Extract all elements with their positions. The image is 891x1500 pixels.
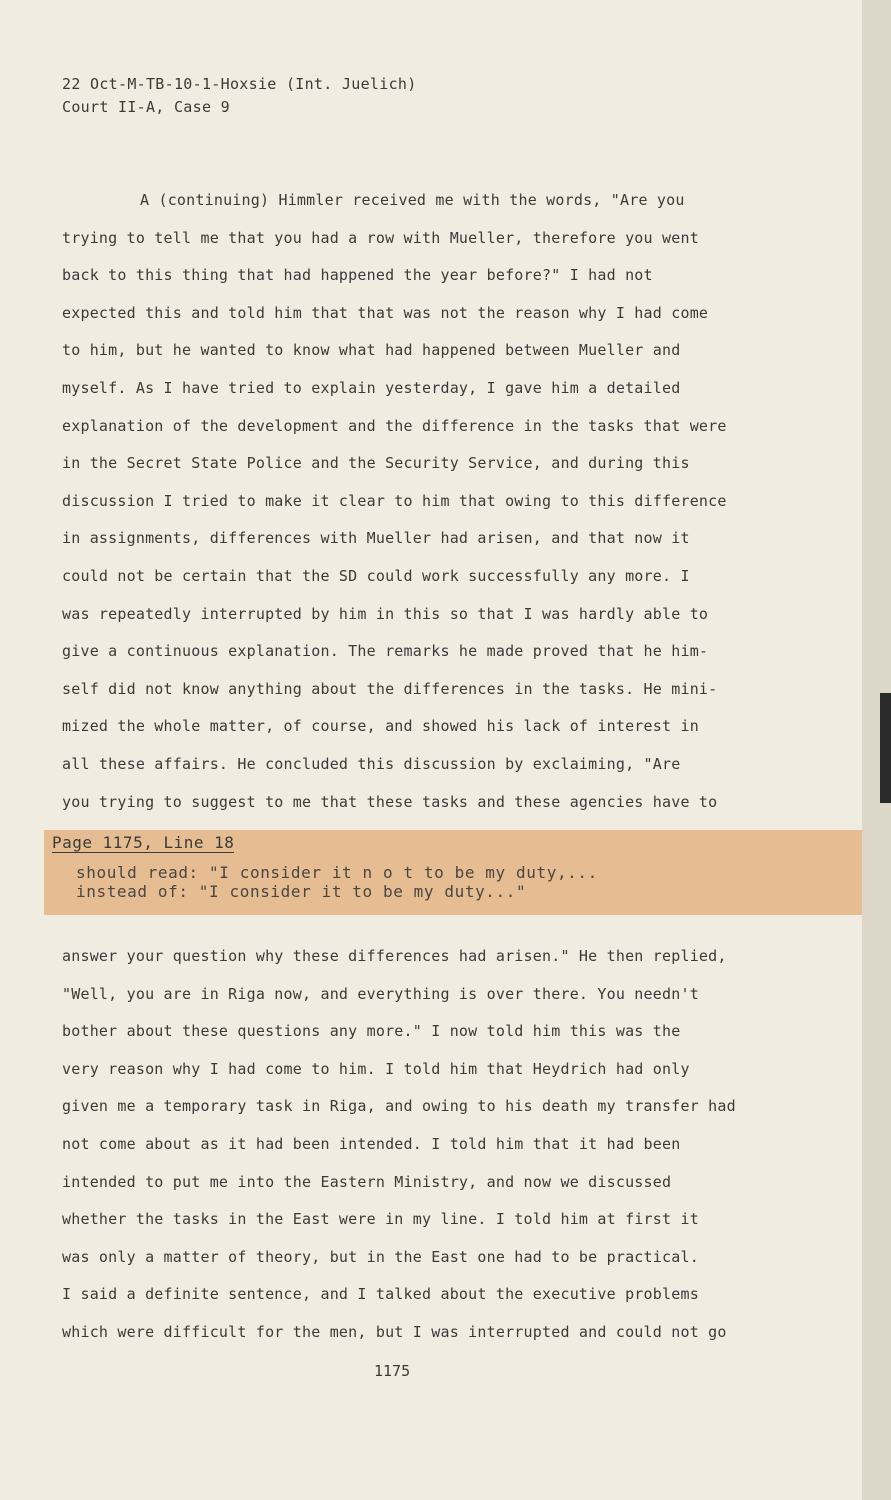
transcript-body-upper	[62, 188, 762, 827]
text-line: mized the whole matter, of course, and showed his lack of interest in	[62, 717, 699, 736]
text-line: trying to tell me that you had a row with Mueller, therefore you went	[62, 228, 699, 247]
text-line: could not be certain that the SD could work successfully any more. I	[62, 566, 690, 585]
text-line: in assignments, differences with Mueller had arisen, and that now it	[62, 529, 690, 548]
text-line: all these affairs. He concluded this discussion by exclaiming, "Are	[62, 754, 681, 773]
text-line: not come about as it had been intended. I told him that it had been	[62, 1134, 681, 1153]
text-line: intended to put me into the Eastern Ministry, and now we discussed	[62, 1172, 672, 1191]
errata-title: Page 1175, Line 18	[52, 833, 235, 852]
text-line: back to this thing that had happened the year before?" I had not	[62, 266, 653, 285]
text-line: self did not know anything about the differences in the tasks. He mini-	[62, 679, 718, 698]
errata-slip	[44, 830, 862, 915]
text-line: you trying to suggest to me that these tasks and these agencies have to	[62, 792, 718, 811]
transcript-body-lower	[62, 944, 762, 1358]
text-line: to him, but he wanted to know what had happened between Mueller and	[62, 341, 681, 360]
text-line: give a continuous explanation. The remarks he made proved that he him-	[62, 642, 709, 661]
text-line: myself. As I have tried to explain yesterday, I gave him a detailed	[62, 378, 681, 397]
text-line: A (continuing) Himmler received me with the words, "Are you	[140, 191, 685, 209]
text-line: expected this and told him that that was not the reason why I had come	[62, 303, 709, 322]
header-line-2: Court II-A, Case 9	[62, 98, 230, 116]
errata-instead-of: instead of: "I consider it to be my duty..."	[76, 882, 527, 901]
text-line: was only a matter of theory, but in the East one had to be practical.	[62, 1247, 699, 1266]
text-line: given me a temporary task in Riga, and owing to his death my transfer had	[62, 1097, 736, 1116]
text-line: I said a definite sentence, and I talked about the executive problems	[62, 1285, 699, 1304]
text-line: discussion I tried to make it clear to him that owing to this difference	[62, 491, 727, 510]
text-line: very reason why I had come to him. I told him that Heydrich had only	[62, 1059, 690, 1078]
page-number: 1175	[374, 1362, 411, 1380]
text-line: was repeatedly interrupted by him in this so that I was hardly able to	[62, 604, 709, 623]
errata-should-read: should read: "I consider it n o t to be my duty,...	[76, 863, 598, 882]
binding-mark	[880, 693, 891, 803]
text-line: "Well, you are in Riga now, and everything is over there. You needn't	[62, 984, 699, 1003]
text-line: which were difficult for the men, but I was interrupted and could not go	[62, 1322, 727, 1341]
text-line: whether the tasks in the East were in my line. I told him at first it	[62, 1210, 699, 1229]
text-line: in the Secret State Police and the Security Service, and during this	[62, 454, 690, 473]
text-line: bother about these questions any more." I now told him this was the	[62, 1022, 681, 1041]
document-header	[62, 73, 417, 119]
text-line: answer your question why these differences had arisen." He then replied,	[62, 947, 727, 965]
text-line: explanation of the development and the difference in the tasks that were	[62, 416, 727, 435]
header-line-1: 22 Oct-M-TB-10-1-Hoxsie (Int. Juelich)	[62, 75, 417, 93]
